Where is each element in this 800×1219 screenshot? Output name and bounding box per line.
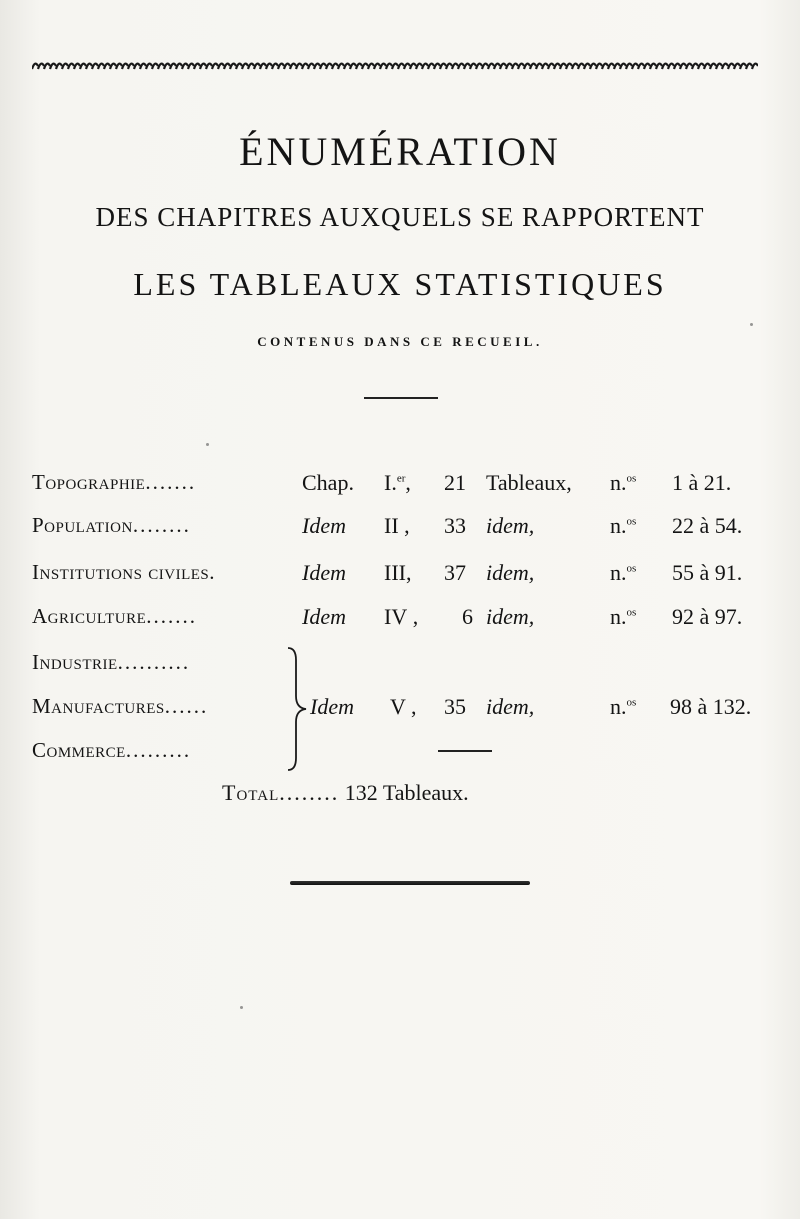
chapter-ref: Idem	[302, 604, 346, 629]
row-label: Agriculture.......	[32, 604, 198, 628]
ornamental-border	[32, 58, 758, 74]
row-label: Industrie..........	[32, 650, 191, 674]
row-label: Commerce.........	[32, 738, 192, 762]
chapter-ref: Chap.	[302, 470, 354, 495]
table-row	[0, 650, 800, 684]
table-row	[0, 513, 800, 547]
chapter-ref: Idem	[302, 513, 346, 538]
closing-rule	[290, 881, 530, 885]
total-value: 132 Tableaux.	[344, 780, 469, 805]
row-label: Manufactures......	[32, 694, 209, 718]
total-label: Total	[222, 780, 280, 805]
table-row	[0, 470, 800, 504]
table-count: 35	[444, 694, 466, 719]
table-row	[0, 694, 800, 728]
number-prefix: n.$^{os}$	[610, 470, 637, 495]
table-row	[0, 604, 800, 638]
table-kind: Tableaux,	[486, 470, 572, 495]
number-prefix: n.$^{os}$	[610, 604, 637, 629]
table-kind: idem,	[486, 604, 535, 629]
table-count: 37	[444, 560, 466, 585]
table-count: 33	[444, 513, 466, 538]
chapter-number: III,	[384, 560, 412, 585]
table-row	[0, 738, 800, 772]
table-count: 6	[462, 604, 473, 629]
number-range: 92 à 97.	[672, 604, 743, 629]
row-label: Topographie.......	[32, 470, 197, 494]
chapter-number: IV ,	[384, 604, 419, 629]
chapter-ref: Idem	[302, 560, 346, 585]
number-range: 1 à 21.	[672, 470, 732, 495]
paper-speck	[206, 443, 209, 446]
number-prefix: n.$^{os}$	[610, 694, 637, 719]
chapter-number: I.$^{er}$,	[384, 470, 411, 495]
chapter-number: V ,	[390, 694, 417, 719]
table-kind: idem,	[486, 513, 535, 538]
table-row	[0, 560, 800, 594]
chapter-ref: Idem	[310, 694, 354, 719]
page-title: ÉNUMÉRATION	[239, 129, 561, 174]
number-range: 22 à 54.	[672, 513, 743, 538]
subtitle-line-3: LES TABLEAUX STATISTIQUES	[133, 266, 667, 302]
number-prefix: n.$^{os}$	[610, 513, 637, 538]
ornament-path	[32, 64, 758, 69]
brace-icon	[284, 646, 308, 772]
row-label: Population........	[32, 513, 191, 537]
table-count: 21	[444, 470, 466, 495]
subtitle-line-2: DES CHAPITRES AUXQUELS SE RAPPORTENT	[95, 202, 705, 232]
chapter-number: II ,	[384, 513, 410, 538]
number-prefix: n.$^{os}$	[610, 560, 637, 585]
number-range: 98 à 132.	[670, 694, 752, 719]
paper-speck	[750, 323, 753, 326]
subtitle-line-4: CONTENUS DANS CE RECUEIL.	[257, 334, 543, 349]
number-range: 55 à 91.	[672, 560, 743, 585]
table-kind: idem,	[486, 560, 535, 585]
row-label: Institutions civiles.	[32, 560, 217, 584]
short-rule	[364, 397, 438, 399]
subtotal-dash	[438, 750, 492, 752]
total-line: Total........ 132 Tableaux.	[222, 780, 469, 805]
table-kind: idem,	[486, 694, 535, 719]
paper-speck	[240, 1006, 243, 1009]
